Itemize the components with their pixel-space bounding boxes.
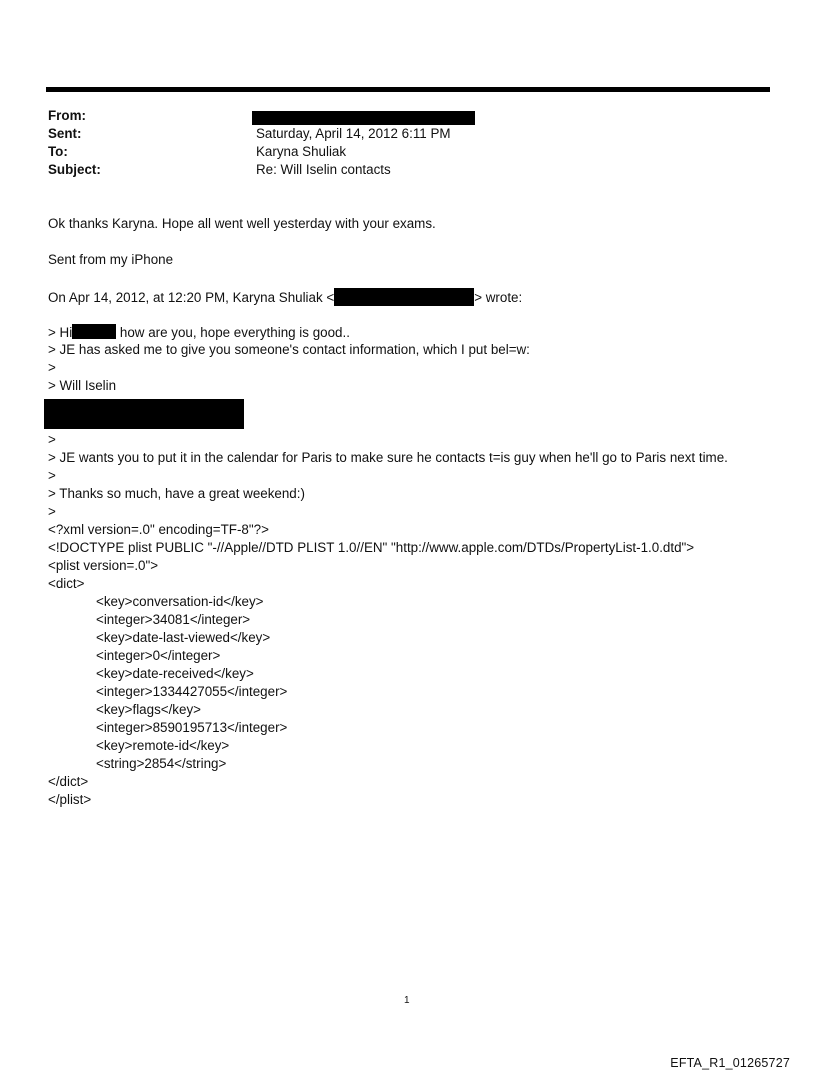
quote-line: > JE has asked me to give you someone's contact information, which I put bel=w: (48, 342, 530, 357)
redaction-from (252, 111, 475, 125)
to-label: To: (48, 144, 68, 159)
dict-open: <dict> (48, 576, 85, 591)
signature-text: Sent from my iPhone (48, 252, 174, 267)
plist-entry: <integer>34081</integer> (96, 612, 251, 627)
redaction-email (334, 288, 474, 306)
plist-open: <plist version=.0"> (48, 558, 159, 573)
page-number: 1 (404, 995, 410, 1006)
redaction-contact (44, 399, 244, 429)
quote-line: > (48, 360, 56, 375)
dict-close: </dict> (48, 774, 89, 789)
sent-value: Saturday, April 14, 2012 6:11 PM (256, 126, 451, 141)
redaction-name (72, 324, 116, 339)
plist-entry: <key>date-received</key> (96, 666, 254, 681)
subject-label: Subject: (48, 162, 101, 177)
from-label: From: (48, 108, 86, 123)
quote-line: > (48, 468, 56, 483)
quote-hi-suffix: how are you, hope everything is good.. (116, 325, 350, 340)
quote-line: > Thanks so much, have a great weekend:) (48, 486, 305, 501)
plist-entry: <string>2854</string> (96, 756, 227, 771)
wrote-prefix: On Apr 14, 2012, at 12:20 PM, Karyna Shuliak < (48, 290, 335, 305)
quote-line: > (48, 504, 56, 519)
wrote-line (48, 288, 522, 306)
quote-hi-line (48, 324, 350, 340)
reply-text: Ok thanks Karyna. Hope all went well yesterday with your exams. (48, 216, 436, 231)
wrote-suffix: > wrote: (474, 290, 523, 305)
plist-close: </plist> (48, 792, 92, 807)
plist-entry: <integer>0</integer> (96, 648, 221, 663)
plist-entry: <key>remote-id</key> (96, 738, 230, 753)
plist-entry: <integer>1334427055</integer> (96, 684, 288, 699)
header-rule (46, 87, 770, 92)
plist-entry: <integer>8590195713</integer> (96, 720, 288, 735)
plist-entry: <key>conversation-id</key> (96, 594, 264, 609)
bates-number: EFTA_R1_01265727 (670, 1056, 790, 1070)
quote-hi-prefix: > Hi (48, 325, 73, 340)
quote-line: > JE wants you to put it in the calendar for Paris to make sure he contacts t=is guy when he'll go to Paris next time. (48, 450, 728, 465)
xml-declaration: <?xml version=.0" encoding=TF-8"?> (48, 522, 269, 537)
subject-value: Re: Will Iselin contacts (256, 162, 391, 177)
plist-entry: <key>flags</key> (96, 702, 201, 717)
doctype-line: <!DOCTYPE plist PUBLIC "-//Apple//DTD PLIST 1.0//EN" "http://www.apple.com/DTDs/PropertyList-1.0.dtd"> (48, 540, 695, 555)
to-value: Karyna Shuliak (256, 144, 347, 159)
sent-label: Sent: (48, 126, 82, 141)
plist-entry: <key>date-last-viewed</key> (96, 630, 271, 645)
quote-line: > Will Iselin (48, 378, 117, 393)
quote-line: > (48, 432, 56, 447)
